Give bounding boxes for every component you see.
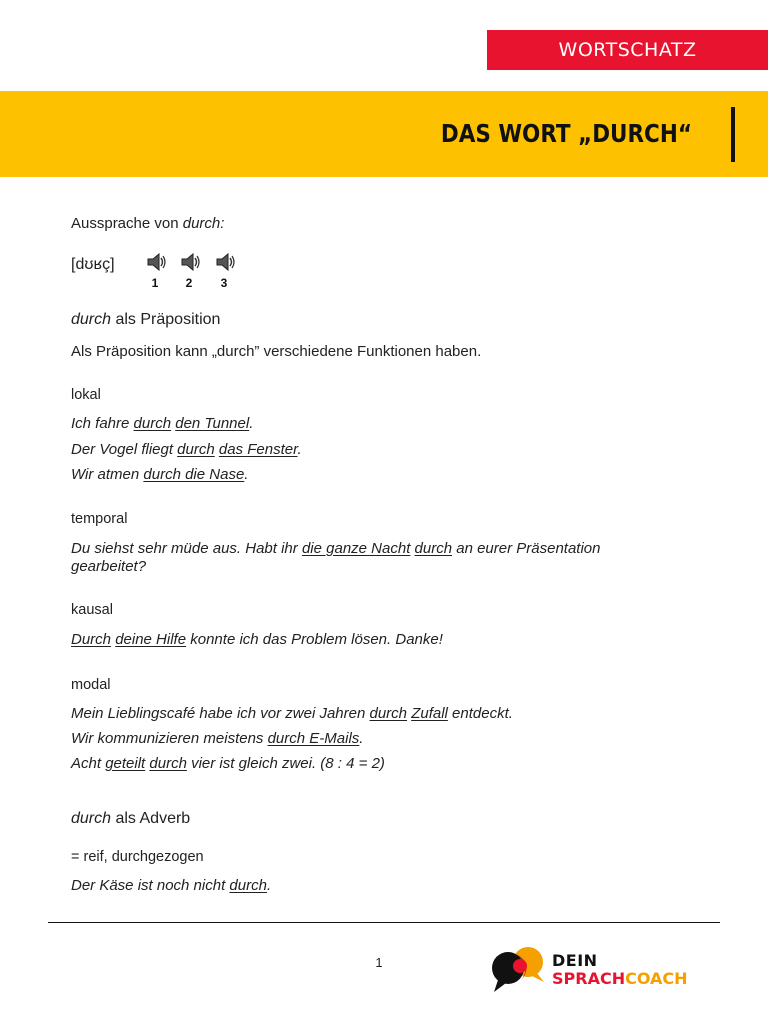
example-sentence [71,754,385,774]
heading-rest: als Präposition [111,311,221,328]
footer-divider [48,922,720,923]
ipa-transcription: [dʊʁç] [71,256,115,273]
sentence-text: konnte ich das Problem lösen. Danke! [186,631,443,648]
underlined-word: durch [229,877,267,894]
logo-wordmark [552,952,688,988]
category-badge: WORTSCHATZ [487,30,768,70]
audio-number: 2 [185,276,193,290]
underlined-word: durch [133,415,172,432]
sentence-text: Du siehst sehr müde aus. Habt ihr [71,540,302,557]
underlined-word: das Fenster [218,441,298,458]
sentence-text: Ich fahre [71,415,134,432]
section-heading-preposition [71,310,220,330]
underlined-word: den Tunnel [175,415,250,432]
sentence-text: . [249,415,254,432]
sentence-text: Mein Lieblingscafé habe ich vor zwei Jahren [71,705,370,722]
example-sentence [71,465,248,485]
adverb-meaning: = reif, durchgezogen [71,849,204,865]
sentence-text: Wir kommunizieren meistens [71,730,268,747]
logo-line2-a: SPRACH [552,969,626,988]
underlined-word: Zufall [411,705,448,722]
underlined-word: durch [149,755,187,772]
heading-rest: als Adverb [111,810,191,827]
underlined-word: durch [369,705,408,722]
underlined-word: deine Hilfe [115,631,187,648]
speaker-icon [146,252,168,272]
example-sentence [71,704,513,724]
pronunciation-label [71,214,224,234]
audio-button-2[interactable] [180,252,202,290]
subheading-lokal: lokal [71,387,101,403]
speaker-icon [215,252,237,272]
heading-word: durch [71,311,112,328]
audio-button-3[interactable] [215,252,237,290]
title-accent-bar [731,107,735,162]
underlined-word: durch die Nase [143,466,245,483]
pronunciation-label-word: durch: [182,215,225,232]
underlined-word: Durch [71,631,112,648]
sentence-text: . [297,441,302,458]
example-sentence [71,876,271,896]
audio-number: 3 [220,276,228,290]
sentence-text: gearbeitet? [71,558,147,575]
logo-line2-b: COACH [625,969,688,988]
underlined-word: die ganze Nacht [301,540,411,557]
sentence-text: Wir atmen [71,466,144,483]
speaker-icon [180,252,202,272]
page-title: DAS WORT „DURCH“ [440,118,692,148]
subheading-temporal: temporal [71,511,128,527]
sentence-text: Der Vogel fliegt [71,441,178,458]
sentence-text: Acht [71,755,106,772]
underlined-word: durch E-Mails [267,730,360,747]
heading-word: durch [71,810,112,827]
audio-number: 1 [151,276,159,290]
logo-line1: DEIN [552,951,598,970]
audio-button-1[interactable] [146,252,168,290]
logo-line2 [552,970,688,988]
preposition-intro: Als Präposition kann „durch” verschiedene Funktionen haben. [71,343,482,360]
sentence-text: . [359,730,364,747]
speech-bubbles-logo-icon [490,944,550,996]
sentence-text: . [244,466,249,483]
subheading-kausal: kausal [71,602,113,618]
sentence-text: entdeckt. [447,705,513,722]
underlined-word: durch [177,441,215,458]
example-sentence [71,729,363,749]
pronunciation-label-prefix: Aussprache von [71,215,183,232]
sentence-text: . [266,877,272,894]
sentence-text: vier ist gleich zwei. (8 : 4 = 2) [186,755,385,772]
sentence-text: Der Käse ist noch nicht [71,877,230,894]
example-sentence [71,630,443,650]
underlined-word: geteilt [105,755,146,772]
section-heading-adverb [71,809,190,829]
example-sentence [71,440,302,460]
page-number: 1 [375,955,383,970]
example-sentence [71,557,146,577]
underlined-word: durch [414,540,453,557]
brand-logo [490,944,705,996]
sentence-text: an eurer Präsentation [452,540,601,557]
example-sentence [71,414,253,434]
subheading-modal: modal [71,677,111,693]
example-sentence [71,539,601,559]
